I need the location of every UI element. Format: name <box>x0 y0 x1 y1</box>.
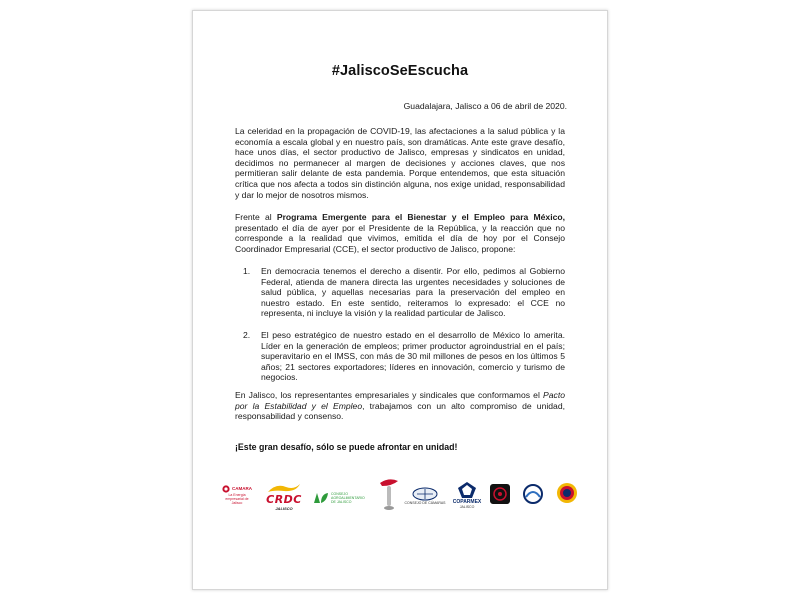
camara-tagline: La Energía empresarial de Jalisco <box>225 493 249 505</box>
leaf-mark-icon <box>313 491 329 505</box>
document-page <box>192 10 608 590</box>
camara-emblem-icon <box>222 485 230 493</box>
camara-name: CAMARA <box>232 486 252 491</box>
paragraph-programa-after: presentado el día de ayer por el Presidente de la República, y la reacción que no corresponde a la realidad que vivimos, emitida el día de hoy por el Consejo Coordinador Empresarial (CCE), el sector productivo de Jalisco, propone: <box>235 222 565 254</box>
blue-arc-icon <box>522 483 544 505</box>
coparmex-logo <box>447 481 487 509</box>
blue-arc-logo <box>521 483 545 505</box>
list-item-text: El peso estratégico de nuestro estado en el desarrollo de México lo amerita. Líder en la generación de empleos; primer productor agroindustrial en el país; superavitario en el IMSS, con más de 30 mil millones de pesos en los últimos 5 años; 21 sectores exportadores; líderes en innovación, comercio y turismo de negocios. <box>261 329 565 383</box>
round-emblem-icon <box>556 482 578 504</box>
consejo-name: CONSEJO AGROALIMENTARIO DE JALISCO <box>331 492 365 504</box>
list-item-number: 1. <box>243 266 251 276</box>
torch-logo <box>377 477 401 511</box>
date-line: Guadalajara, Jalisco a 06 de abril de 2020. <box>403 101 567 111</box>
list-item-text: En democracia tenemos el derecho a disentir. Por ello, pedimos al Gobierno Federal, atienda de manera directa las urgentes necesidades y soluciones de salud pública, y aquellas necesarias para la preservación del empleo en nuestro estado. En este sentido, reiteramos lo expresado: el CCE no representa, ni incluye la visión y la realidad particular de Jalisco. <box>261 266 565 319</box>
list-item-number: 2. <box>243 329 251 340</box>
page-title: #JaliscoSeEscucha <box>331 63 469 79</box>
crdc-flame-icon <box>266 483 302 493</box>
ccij-caption: CONSEJO DE CÁMARAS <box>404 501 446 505</box>
dark-seal-logo <box>489 483 511 505</box>
programa-name: Programa Emergente para el Bienestar y el Empleo para México, <box>276 212 565 222</box>
crdc-subtitle: JALISCO <box>275 506 293 511</box>
paragraph-programa <box>235 212 565 254</box>
proposals-list <box>235 266 565 383</box>
round-emblem-logo <box>555 482 579 504</box>
crdc-name: CRDC <box>266 493 302 506</box>
list-item <box>235 266 565 319</box>
camara-logo <box>219 485 255 505</box>
coparmex-subtitle: JALISCO <box>459 505 475 509</box>
dark-seal-icon <box>489 483 511 505</box>
paragraph-pacto <box>235 390 565 422</box>
paragraph-pacto-after: , trabajamos con un alto compromiso de unidad, responsabilidad y consenso. <box>235 400 565 422</box>
paragraph-programa-before: Frente al <box>235 212 277 222</box>
torch-emblem-icon <box>378 477 400 511</box>
list-item <box>235 330 565 383</box>
consejo-agroalimentario-logo <box>313 491 369 505</box>
ccij-emblem-icon <box>412 487 438 501</box>
coparmex-name: COPARMEX <box>452 499 482 505</box>
coparmex-emblem-icon <box>457 481 477 499</box>
closing-statement: ¡Este gran desafío, sólo se puede afrontar en unidad! <box>235 442 458 452</box>
paragraph-intro: La celeridad en la propagación de COVID-19, las afectaciones a la salud pública y la economía a escala global y en nuestro país, son dramáticas. Ante este grave desafío, hace unos días, el sector productivo de Jalisco, empresas y sindicatos en unidad, decidimos no permanecer al margen de decisiones y acciones claves, que nos permitieran salir delante de esta pandemia. Porque entendemos, que esta situación crítica que nos afecta a todos sin distinción alguna, nos exige unidad, responsabilidad y dar lo mejor de nosotros mismos. <box>235 126 565 200</box>
paragraph-pacto-before: En Jalisco, los representantes empresariales y sindicales que conformamos el <box>235 390 544 400</box>
logos-row <box>219 477 585 523</box>
ccij-logo <box>404 487 446 505</box>
pacto-name: Pacto por la Estabilidad y el Empleo <box>235 390 565 411</box>
crdc-logo <box>263 483 305 511</box>
